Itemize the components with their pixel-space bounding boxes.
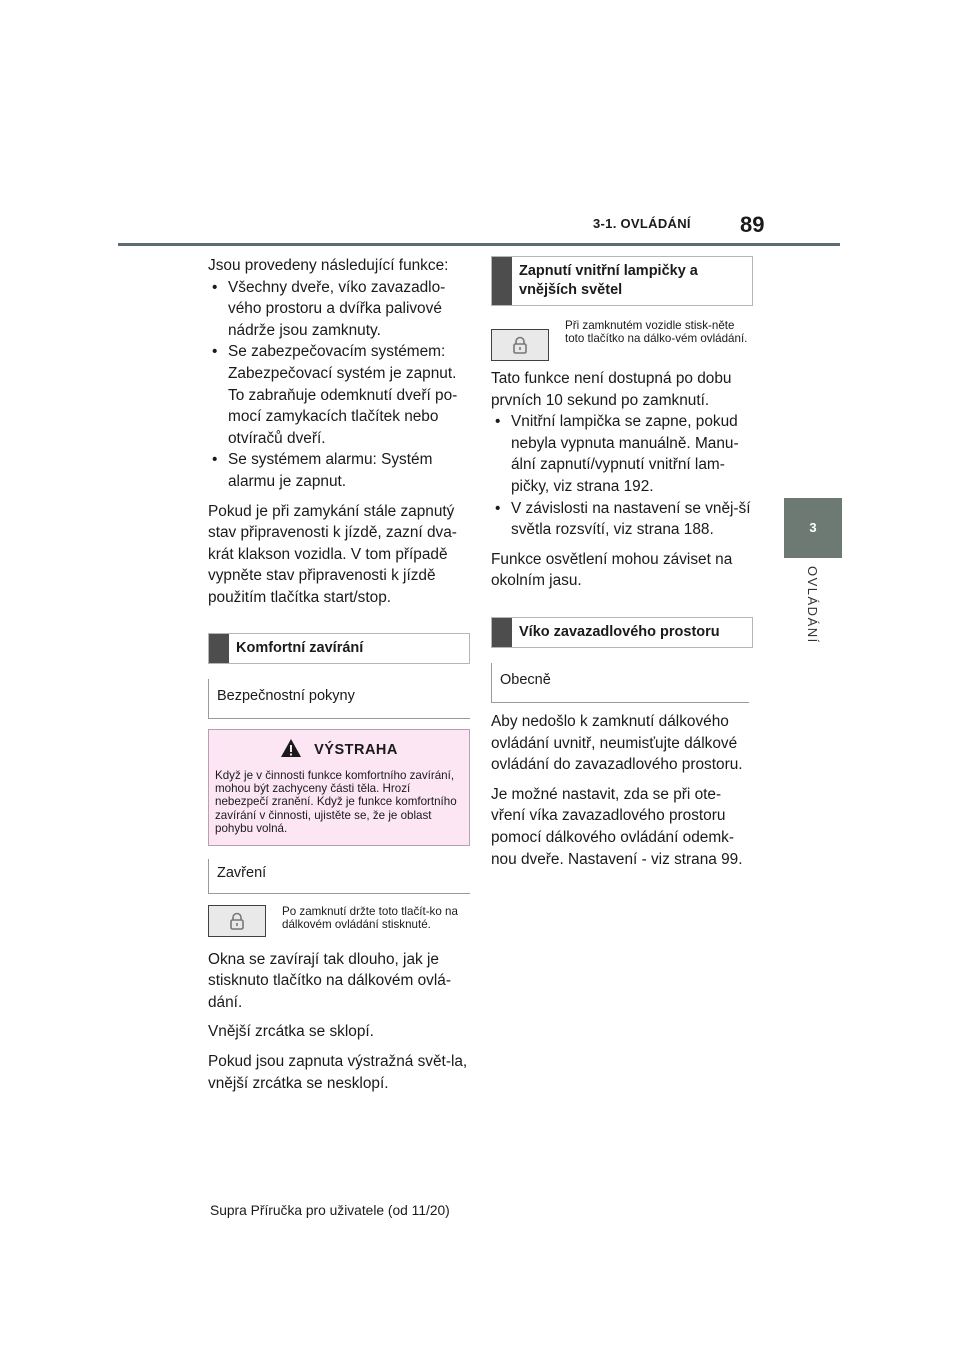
paragraph: Je možné nastavit, zda se při ote-vření víka zavazadlového prostoru pomocí dálkového ovládání odemk-nou dveře. Nastavení - viz strana 99. [491, 785, 743, 868]
remote-button-row [491, 319, 753, 361]
heading-text: Víko zavazadlového prostoru [519, 623, 720, 640]
warning-text: Když je v činnosti funkce komfortního zavírání, mohou být zachyceny části těla. Hrozí nebezpečí zranění. Když je funkce komfortního zavírání v činnosti, ujistěte se, že je oblast pohybu volná. [215, 768, 457, 836]
section-heading-trunk [491, 617, 753, 648]
warning-header [209, 730, 469, 767]
remote-button-row [208, 905, 470, 937]
paragraph: Tato funkce není dostupná po dobu prvních 10 sekund po zamknutí. [491, 370, 732, 409]
section-heading-comfort-closing [208, 633, 470, 664]
subheading-safety: Bezpečnostní pokyny [208, 679, 470, 719]
chapter-tab: 3 [784, 498, 842, 558]
paragraph: Aby nedošlo k zamknutí dálkového ovládání uvnitř, neumisťujte dálkové ovládání do zavazadlového prostoru. [491, 712, 743, 774]
lock-button-icon [208, 905, 266, 937]
right-column [491, 256, 753, 878]
list-item: • Všechny dveře, víko zavazadlo-vého prostoru a dvířka palivové nádrže jsou zamknuty. [208, 277, 470, 342]
subheading-general: Obecně [491, 663, 749, 703]
lock-button-icon [491, 329, 549, 361]
heading-text: Zapnutí vnitřní lampičky a vnějších světel [519, 263, 698, 298]
lights-list [491, 411, 753, 541]
subheading-close: Zavření [208, 859, 470, 894]
icon-note: Po zamknutí držte toto tlačít-ko na dálkovém ovládání stisknuté. [282, 904, 458, 931]
heading-text: Komfortní zavírání [236, 639, 364, 656]
warning-title: VÝSTRAHA [314, 742, 398, 758]
footer-text: Supra Příručka pro uživatele (od 11/20) [210, 1203, 450, 1218]
header-divider [118, 243, 840, 246]
warning-box [208, 729, 470, 846]
paragraph: Pokud jsou zapnuta výstražná svět-la, vnější zrcátka se nesklopí. [208, 1052, 468, 1092]
left-column [208, 255, 470, 1102]
warning-triangle-icon [280, 738, 302, 763]
closing-paragraphs [208, 949, 470, 1095]
list-item: • Se zabezpečovacím systémem: Zabezpečovací systém je zapnut. To zabraňuje odemknutí dveří po-mocí zamykacích tlačítek nebo otvíračů dveří. [208, 341, 470, 449]
heading-marker [209, 634, 229, 663]
intro-text: Jsou provedeny následující funkce: [208, 257, 449, 274]
heading-marker [492, 618, 512, 647]
paragraph: Vnější zrcátka se sklopí. [208, 1023, 374, 1041]
list-item: • V závislosti na nastavení se vněj-ší světla rozsvítí, viz strana 188. [491, 498, 753, 541]
paragraph: Funkce osvětlení mohou záviset na okolním jasu. [491, 550, 733, 590]
section-title: 3-1. OVLÁDÁNÍ [593, 216, 691, 231]
list-item: • Se systémem alarmu: Systém alarmu je zapnut. [208, 449, 470, 492]
heading-marker [492, 257, 512, 305]
section-heading-lights [491, 256, 753, 306]
function-list [208, 277, 470, 493]
page-number: 89 [740, 212, 765, 237]
icon-note: Při zamknutém vozidle stisk-něte toto tlačítko na dálko-vém ovládání. [565, 319, 748, 346]
list-item: • Vnitřní lampička se zapne, pokud nebyla vypnuta manuálně. Manu-ální zapnutí/vypnutí vnitřní lam-pičky, viz strana 192. [491, 411, 753, 497]
chapter-label: OVLÁDÁNÍ [805, 566, 820, 644]
horn-paragraph: Pokud je při zamykání stále zapnutý stav připravenosti k jízdě, zazní dva-krát klakson vozidla. V tom případě vypněte stav připravenosti k jízdě použitím tlačítka start/stop. [208, 502, 457, 606]
paragraph: Okna se zavírají tak dlouho, jak je stisknuto tlačítko na dálkovém ovlá-dání. [208, 950, 451, 1011]
